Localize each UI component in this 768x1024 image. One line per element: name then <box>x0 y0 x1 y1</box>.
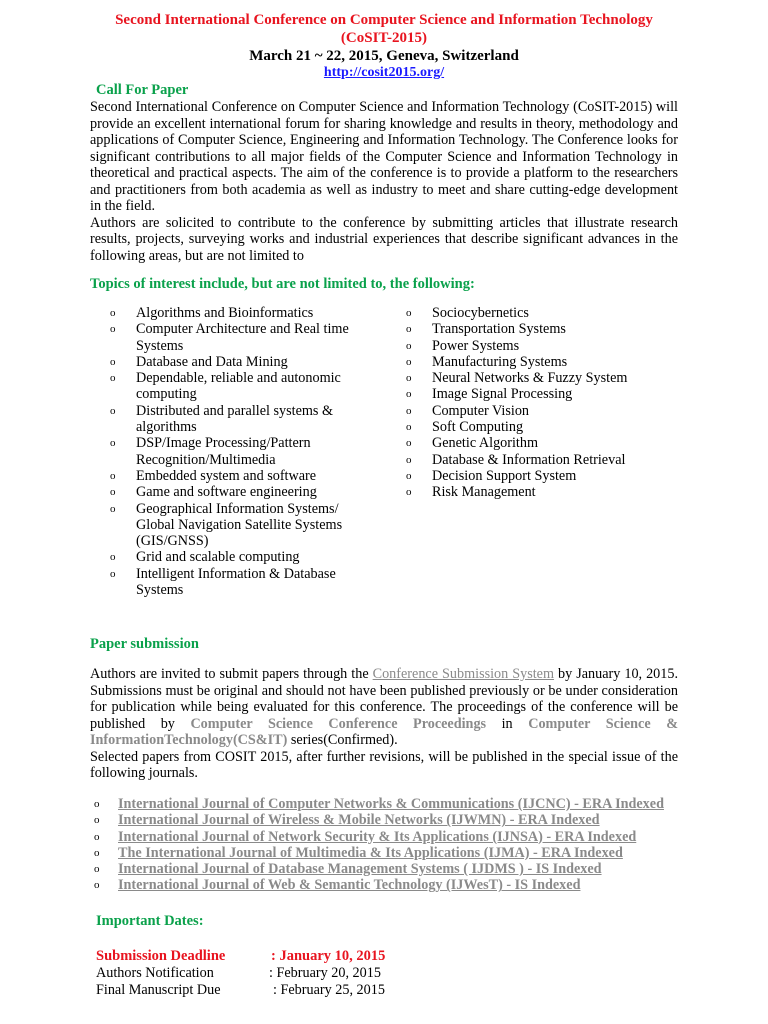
list-item: o Manufacturing Systems <box>406 354 686 370</box>
list-item: o Computer Architecture and Real time Systems <box>110 321 360 354</box>
conference-title: Second International Conference on Computer Science and Information Technology <box>115 12 653 28</box>
conference-acronym: (CoSIT-2015) <box>340 30 428 46</box>
submission-paragraph-2: Selected papers from COSIT 2015, after further revisions, will be published in the special issue of the following journals. <box>90 748 678 781</box>
list-item: o Computer Vision <box>406 403 686 419</box>
list-item: o Database & Information Retrieval <box>406 452 686 468</box>
list-item: o Intelligent Information & Database Systems <box>110 566 360 599</box>
list-item <box>94 845 694 861</box>
list-item: o Dependable, reliable and autonomic computing <box>110 370 360 403</box>
list-item: o Embedded system and software <box>110 468 360 484</box>
journal-link[interactable]: The International Journal of Multimedia & Its Applications (IJMA) - ERA Indexed <box>118 844 623 861</box>
list-item: o Algorithms and Bioinformatics <box>110 305 360 321</box>
list-item: o Power Systems <box>406 338 686 354</box>
date-label: Authors Notification <box>96 965 214 981</box>
list-item: o Sociocybernetics <box>406 305 686 321</box>
proceedings-link[interactable]: Computer Science Conference Proceedings <box>190 715 487 732</box>
topics-list-left <box>110 305 360 598</box>
list-item: o Transportation Systems <box>406 321 686 337</box>
list-item: o Soft Computing <box>406 419 686 435</box>
list-item: o Image Signal Processing <box>406 386 686 402</box>
journal-link[interactable]: International Journal of Web & Semantic Technology (IJWesT) - IS Indexed <box>118 877 581 894</box>
list-item: o Game and software engineering <box>110 484 360 500</box>
paper-submission-heading: Paper submission <box>90 636 199 652</box>
conference-date-location: March 21 ~ 22, 2015, Geneva, Switzerland <box>249 48 519 64</box>
date-value: : February 25, 2015 <box>273 982 385 998</box>
list-item <box>94 812 694 828</box>
call-for-paper-text <box>90 99 678 264</box>
journal-link[interactable]: International Journal of Wireless & Mobile Networks (IJWMN) - ERA Indexed <box>118 812 600 829</box>
date-value: : January 10, 2015 <box>271 948 386 964</box>
submission-text-a: Authors are invited to submit papers through the <box>90 666 373 682</box>
important-dates-heading: Important Dates: <box>96 913 204 929</box>
list-item <box>94 861 694 877</box>
conference-url-line <box>0 64 768 81</box>
submission-text-b: by January 10, 2015. Submissions must be original and should not have been published previously or be under consideration for publication while being evaluated for this conference. The proceedings of the conference will be published by <box>90 666 679 732</box>
submission-system-link[interactable]: Conference Submission System <box>372 666 555 682</box>
submission-paragraph-1 <box>90 666 678 749</box>
list-item: o Risk Management <box>406 484 686 500</box>
csit-series-link[interactable]: Computer Science & InformationTechnology(CS&IT) <box>90 715 679 748</box>
date-label: Final Manuscript Due <box>96 982 221 998</box>
journal-link[interactable]: International Journal of Network Security & Its Applications (IJNSA) - ERA Indexed <box>118 828 637 845</box>
date-label: Submission Deadline <box>96 948 226 964</box>
journal-link[interactable]: International Journal of Database Management Systems ( IJDMS ) - IS Indexed <box>118 861 602 878</box>
call-for-paper-paragraph-1: Second International Conference on Computer Science and Information Technology (CoSIT-2015) will provide an excellent international forum for sharing knowledge and results in theory, methodology and applications of Computer Science, Engineering and Information Technology. The Conference looks for significant contributions to all major fields of the Computer Science and Information Technology in theoretical and practical aspects. The aim of the conference is to provide a platform to the researchers and practitioners from both academia as well as industry to meet and share cutting-edge development in the field. <box>90 99 678 214</box>
list-item <box>94 877 694 893</box>
journals-list <box>94 796 694 894</box>
call-for-paper-heading: Call For Paper <box>96 82 189 98</box>
list-item: o Database and Data Mining <box>110 354 360 370</box>
list-item <box>94 796 694 812</box>
list-item: o Genetic Algorithm <box>406 435 686 451</box>
list-item: o Decision Support System <box>406 468 686 484</box>
list-item: o Geographical Information Systems/ Global Navigation Satellite Systems (GIS/GNSS) <box>110 501 360 550</box>
conference-url-link[interactable]: http://cosit2015.org/ <box>323 65 445 80</box>
list-item: o DSP/Image Processing/Pattern Recognition/Multimedia <box>110 435 360 468</box>
list-item: o Distributed and parallel systems & algorithms <box>110 403 360 436</box>
list-item <box>94 829 694 845</box>
date-value: : February 20, 2015 <box>269 965 381 981</box>
topics-heading: Topics of interest include, but are not limited to, the following: <box>90 276 475 292</box>
list-item: o Neural Networks & Fuzzy System <box>406 370 686 386</box>
call-for-paper-paragraph-2: Authors are solicited to contribute to the conference by submitting articles that illustrate research results, projects, surveying works and industrial experiences that describe significant advances in the following areas, but are not limited to <box>90 214 678 264</box>
paper-submission-text <box>90 666 678 782</box>
list-item: o Grid and scalable computing <box>110 549 360 565</box>
submission-text-d: series(Confirmed). <box>287 732 398 748</box>
submission-text-c: in <box>486 715 529 732</box>
topics-list-right <box>406 305 686 501</box>
journal-link[interactable]: International Journal of Computer Networks & Communications (IJCNC) - ERA Indexed <box>118 796 664 812</box>
